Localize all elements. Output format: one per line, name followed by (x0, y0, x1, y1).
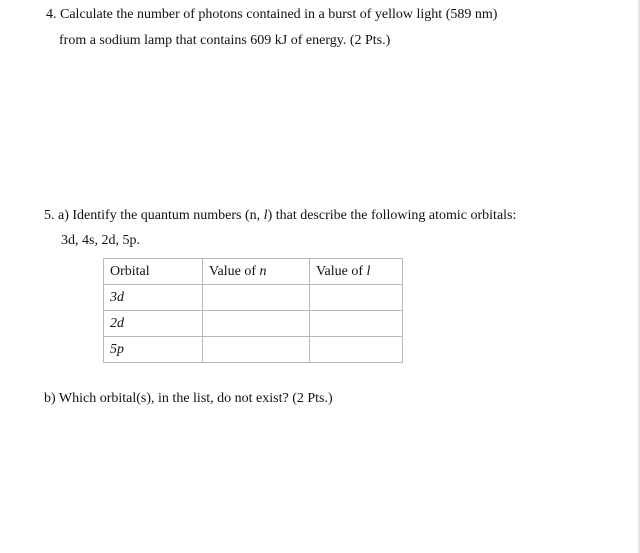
question-4-text-line-2: from a sodium lamp that contains 609 kJ of energy. (2 Pts.) (59, 33, 391, 48)
header-l-variable: l (366, 263, 371, 279)
l-value-cell[interactable] (310, 337, 403, 363)
orbital-cell: 2d (104, 311, 203, 337)
header-orbital: Orbital (104, 259, 203, 285)
question-4-text-line-1: 4. Calculate the number of photons contained in a burst of yellow light (589 nm) (46, 7, 498, 22)
question-5a-orbital-list: 3d, 4s, 2d, 5p. (61, 233, 140, 248)
header-value-of-n (203, 259, 310, 285)
question-5a-suffix: ) that describe the following atomic orbitals: (267, 208, 517, 223)
table-row (104, 337, 403, 363)
question-5b-text: b) Which orbital(s), in the list, do not exist? (2 Pts.) (44, 391, 333, 406)
header-l-prefix: Value of (316, 263, 367, 279)
question-5a-l-variable: l (263, 208, 268, 223)
table-row (104, 285, 403, 311)
question-5a-text-line-1 (44, 207, 516, 225)
table-header-row (104, 259, 403, 285)
n-value-cell[interactable] (203, 311, 310, 337)
l-value-cell[interactable] (310, 285, 403, 311)
orbital-cell: 3d (104, 285, 203, 311)
n-value-cell[interactable] (203, 285, 310, 311)
n-value-cell[interactable] (203, 337, 310, 363)
table-row (104, 311, 403, 337)
orbital-cell: 5p (104, 337, 203, 363)
header-n-prefix: Value of (209, 263, 260, 279)
l-value-cell[interactable] (310, 311, 403, 337)
header-value-of-l (310, 259, 403, 285)
orbital-table (103, 258, 403, 363)
question-5a-prefix: 5. a) Identify the quantum numbers (n, (44, 208, 264, 223)
header-n-variable: n (259, 263, 267, 279)
